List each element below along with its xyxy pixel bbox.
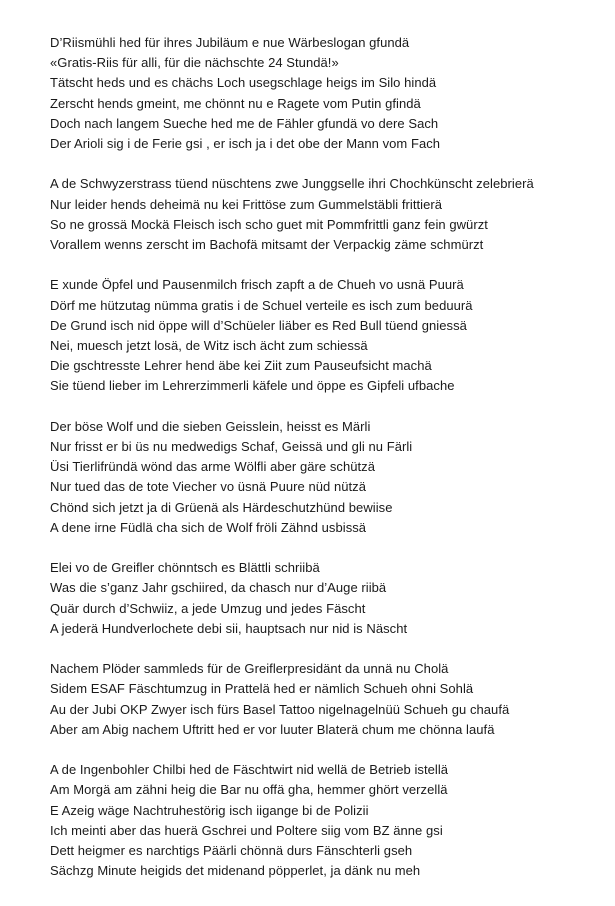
poem-line: D’Riismühli hed für ihres Jubiläum e nue Wärbeslogan gfundä (50, 35, 410, 50)
stanza (50, 659, 605, 740)
poem-line: Nachem Plöder sammleds für de Greiflerpresidänt da unnä nu Cholä (50, 661, 449, 677)
poem-line: Am Morgä am zähni heig die Bar nu offä gha, hemmer ghört verzellä (50, 782, 448, 798)
poem-line: A dene irne Füdlä cha sich de Wolf fröli Zähnd usbissä (50, 519, 367, 535)
stanza (50, 275, 605, 396)
poem-line: E xunde Öpfel und Pausenmilch frisch zapft a de Chueh vo usnä Puurä (50, 277, 464, 293)
poem-line: E Azeig wäge Nachtruhestörig isch iigange bi de Polizii (50, 802, 369, 818)
poem-line: Vorallem wenns zerscht im Bachofä mitsamt der Verpackig zäme schmürzt (50, 237, 484, 253)
poem-text (50, 33, 605, 902)
poem-line: Sidem ESAF Fäschtumzug in Prattelä hed er nämlich Schueh ohni Sohlä (50, 681, 474, 697)
poem-line: A jederä Hundverlochete debi sii, hauptsach nur nid is Näscht (50, 620, 408, 636)
poem-line: Nur leider hends deheimä nu kei Frittöse zum Gummelstäbli frittierä (50, 196, 443, 212)
poem-line: A de Ingenbohler Chilbi hed de Fäschtwirt nid wellä de Betrieb istellä (50, 762, 449, 778)
poem-line: Doch nach langem Sueche hed me de Fähler gfundä vo dere Sach (50, 115, 439, 131)
poem-line: Nei, muesch jetzt losä, de Witz isch ächt zum schiessä (50, 338, 368, 354)
stanza (50, 760, 605, 881)
poem-line: Ich meinti aber das huerä Gschrei und Poltere siig vom BZ änne gsi (50, 822, 443, 838)
poem-line: Dett heigmer es narchtigs Päärli chönnä durs Fänschterli gseh (50, 843, 413, 859)
poem-line: Üsi Tierlifründä wönd das arme Wölfli aber gäre schützä (50, 459, 376, 475)
poem-line: Zerscht hends gmeint, me chönnt nu e Ragete vom Putin gfindä (50, 95, 421, 111)
poem-line: «Gratis-Riis für alli, für die nächschte 24 Stundä!» (50, 55, 339, 71)
poem-line: Au der Jubi OKP Zwyer isch fürs Basel Tattoo nigelnagelnüü Schueh gu chaufä (50, 701, 510, 717)
poem-line: De Grund isch nid öppe will d’Schüeler liäber es Red Bull tüend gniessä (50, 317, 467, 333)
stanza (50, 33, 605, 154)
poem-line: Nur tued das de tote Viecher vo üsnä Puure nüd nützä (50, 479, 367, 495)
poem-line: Was die s’ganz Jahr gschiired, da chasch nur d’Auge riibä (50, 580, 387, 596)
poem-line: Elei vo de Greifler chönntsch es Blättli schriibä (50, 560, 320, 576)
poem-line: Dörf me hützutag nümma gratis i de Schuel verteile es isch zum beduurä (50, 297, 473, 313)
poem-line: Tätscht heds und es chächs Loch usegschlage heigs im Silo hindä (50, 75, 437, 91)
poem-line: A de Schwyzerstrass tüend nüschtens zwe Junggselle ihri Chochkünscht zelebrierä (50, 176, 534, 192)
stanza (50, 558, 605, 639)
poem-line: Chönd sich jetzt ja di Grüenä als Härdeschutzhünd bewiise (50, 499, 393, 515)
poem-line: Sächzg Minute heigids det midenand pöpperlet, ja dänk nu meh (50, 863, 421, 879)
poem-line: Nur frisst er bi üs nu medwedigs Schaf, Geissä und gli nu Färli (50, 439, 413, 455)
poem-line: Die gschtresste Lehrer hend äbe kei Ziit zum Pauseufsicht machä (50, 358, 432, 374)
poem-line: Aber am Abig nachem Uftritt hed er vor luuter Blaterä chum me chönna laufä (50, 721, 495, 737)
stanza (50, 174, 605, 255)
poem-line: Sie tüend lieber im Lehrerzimmerli käfele und öppe es Gipfeli ufbache (50, 378, 455, 394)
poem-line: So ne grossä Mockä Fleisch isch scho guet mit Pommfrittli ganz fein gwürzt (50, 216, 488, 232)
stanza (50, 417, 605, 538)
poem-line: Quär durch d’Schwiiz, a jede Umzug und jedes Fäscht (50, 600, 366, 616)
poem-line: Der böse Wolf und die sieben Geisslein, heisst es Märli (50, 418, 371, 434)
poem-line: Der Arioli sig i de Ferie gsi , er isch ja i det obe der Mann vom Fach (50, 136, 441, 152)
